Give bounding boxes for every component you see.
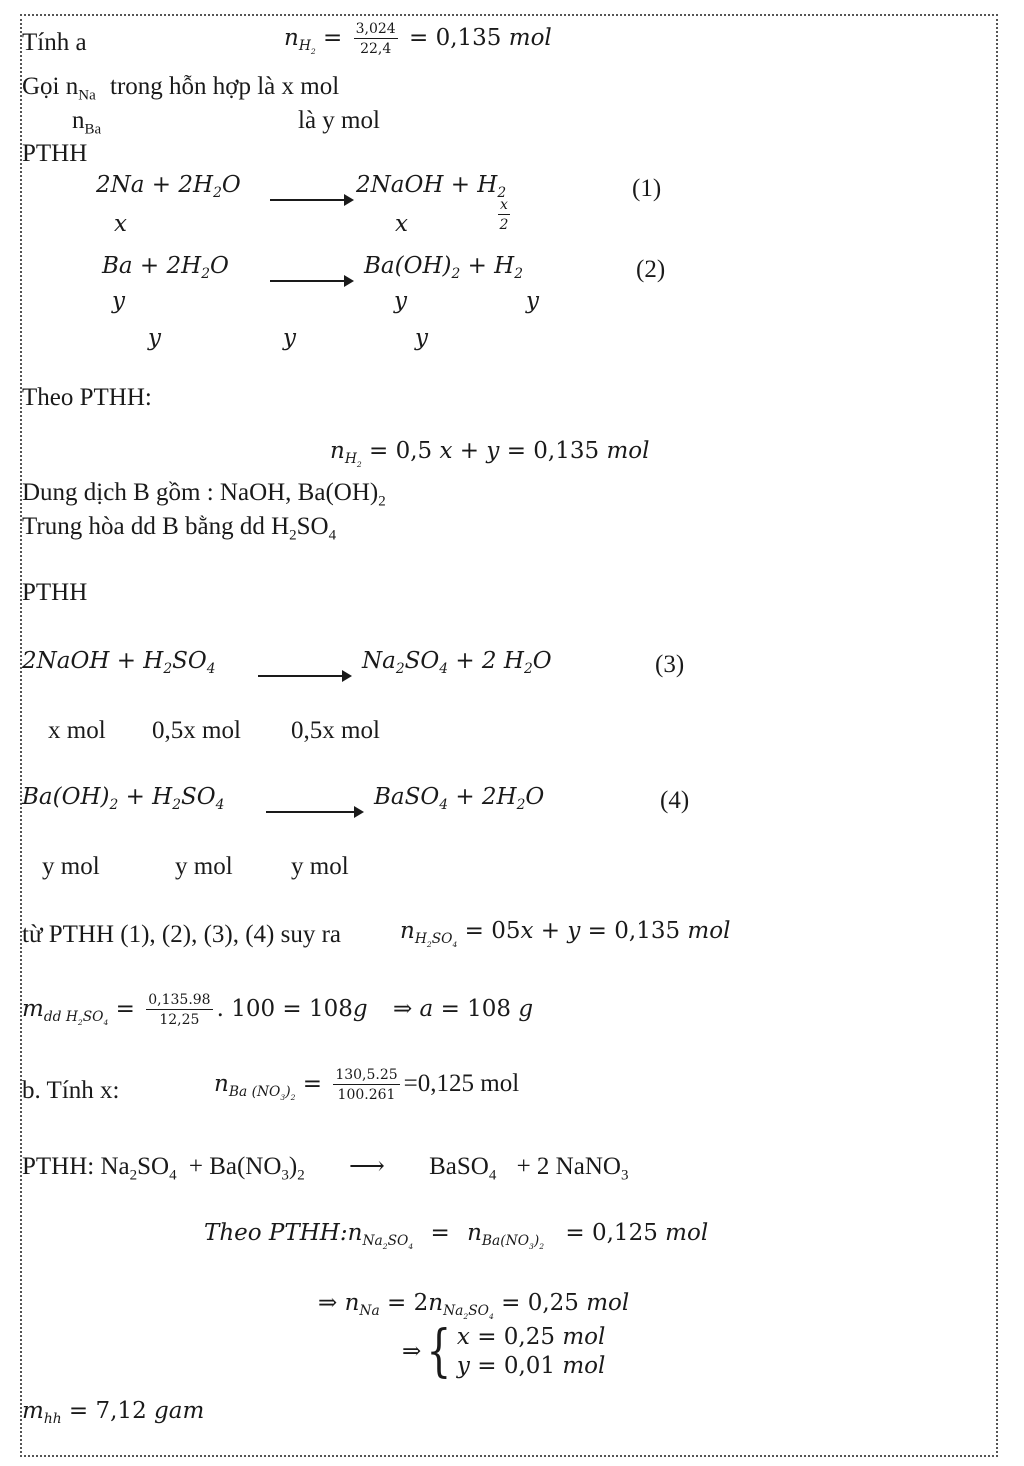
reaction-4-mol-2: y mol xyxy=(175,853,233,880)
reaction-2-arrow xyxy=(262,267,360,292)
text-neutralize: Trung hòa dd B bằng dd $H_2SO_4$ xyxy=(22,513,337,544)
reaction-4-number: (4) xyxy=(660,787,690,814)
reaction-2-extra-y-2: y xyxy=(283,325,296,351)
reaction-3-right: $Na_2SO_4 + 2$ $H_2O$ xyxy=(362,648,552,677)
reaction-1-coef-x-1: x xyxy=(114,211,127,237)
equation-mass-solution: $m_{dd H_2SO_4}$ = $\frac{0,135.98}{12,25}$ . 100 = 108g ⇒ a = 108 g xyxy=(22,992,534,1028)
reaction-3-mol-3: 0,5x mol xyxy=(291,717,380,744)
reaction-1-arrow xyxy=(262,186,360,211)
text-is-y-mol: là y mol xyxy=(298,107,380,134)
reaction-2-extra-y-3: y xyxy=(415,325,428,351)
reaction-4-arrow xyxy=(258,798,370,823)
reaction-3-mol-1: x mol xyxy=(48,717,106,744)
reaction-2-left: $Ba + 2H_2O$ xyxy=(102,253,229,282)
text-n-ba: $n_{Ba}$ xyxy=(72,107,102,138)
equation-system: ⇒{ x = 0,25 mol y = 0,01 mol xyxy=(402,1319,606,1384)
equation-n-na: ⇒ $n_{Na} = 2n_{Na_2SO_4} = 0,25$ mol xyxy=(318,1290,630,1321)
reaction-1-right: 2NaOH + $H_2$ xyxy=(356,172,507,201)
system-row-x: x = 0,25 mol xyxy=(456,1324,606,1350)
reaction-2-right: $Ba(OH)_2 + H_2$ xyxy=(364,253,523,282)
reaction-4-left: $Ba(OH)_2 + H_2SO_4$ xyxy=(22,784,225,813)
equation-n-na2so4: Theo $PTHH:n_{Na_2SO_4} = n_{Ba(NO_3)_2} = 0,125$ mol xyxy=(204,1220,709,1251)
equation-n-h2-total: $n_{H_2} = 0,5$ x + y = 0,135 mol xyxy=(330,438,650,469)
reaction-1-number: (1) xyxy=(632,175,662,202)
system-row-y: y = 0,01 mol xyxy=(456,1353,606,1379)
heading-part-b: b. Tính x: xyxy=(22,1077,120,1104)
equation-n-h2: $n_{H_2}$ = $\frac{3,024}{22,4}$ = 0,135 mol xyxy=(284,21,552,57)
reaction-2-coef-y-3: y xyxy=(526,288,539,314)
reaction-3-left: 2NaOH + $H_2SO_4$ xyxy=(22,648,216,677)
equation-n-ba-no3: $n_{Ba (NO_3)_2}$ = $\frac{130,5.25}{100.261}$ =0,125 mol xyxy=(214,1067,520,1103)
equation-mass-mixture: $m_{hh} = 7,12$ gam xyxy=(22,1398,205,1427)
reaction-2-coef-y-2: y xyxy=(394,288,407,314)
reaction-3-arrow xyxy=(250,662,358,687)
text-deduce: từ PTHH (1), (2), (3), (4) suy ra xyxy=(22,921,342,948)
equation-n-h2so4: $n_{H_2SO_4} = 05x + y = 0,135$ mol xyxy=(400,918,731,949)
text-theo-pthh: Theo PTHH: xyxy=(22,384,152,411)
reaction-4-right: BaSO$_4$ + $2H_2O$ xyxy=(374,784,545,813)
label-pthh-2: PTHH xyxy=(22,579,88,606)
reaction-4-mol-1: y mol xyxy=(42,853,100,880)
reaction-5: PTHH: $Na_2SO_4 + Ba(NO_3)_2$ ⟶ BaSO$_4$ + 2 NaNO$_3$ xyxy=(22,1153,629,1184)
reaction-2-number: (2) xyxy=(636,256,666,283)
reaction-2-extra-y-1: y xyxy=(148,325,161,351)
reaction-2-coef-y-1: y xyxy=(112,288,125,314)
reaction-4-mol-3: y mol xyxy=(291,853,349,880)
text-let-na: Gọi $n_{Na}$ trong hỗn hợp là x mol xyxy=(22,73,340,104)
reaction-1-coef-x-half: $\frac{x}{2}$ xyxy=(499,197,509,233)
label-pthh-1: PTHH xyxy=(22,140,88,167)
reaction-3-mol-2: 0,5x mol xyxy=(152,717,241,744)
heading-part-a: Tính a xyxy=(22,29,87,56)
reaction-1-coef-x-2: x xyxy=(395,211,408,237)
reaction-1-left: $2Na + 2H_2O$ xyxy=(96,172,241,201)
text-solution-b: Dung dịch B gồm : NaOH, $Ba(OH)_2$ xyxy=(22,479,386,510)
reaction-3-number: (3) xyxy=(655,651,685,678)
